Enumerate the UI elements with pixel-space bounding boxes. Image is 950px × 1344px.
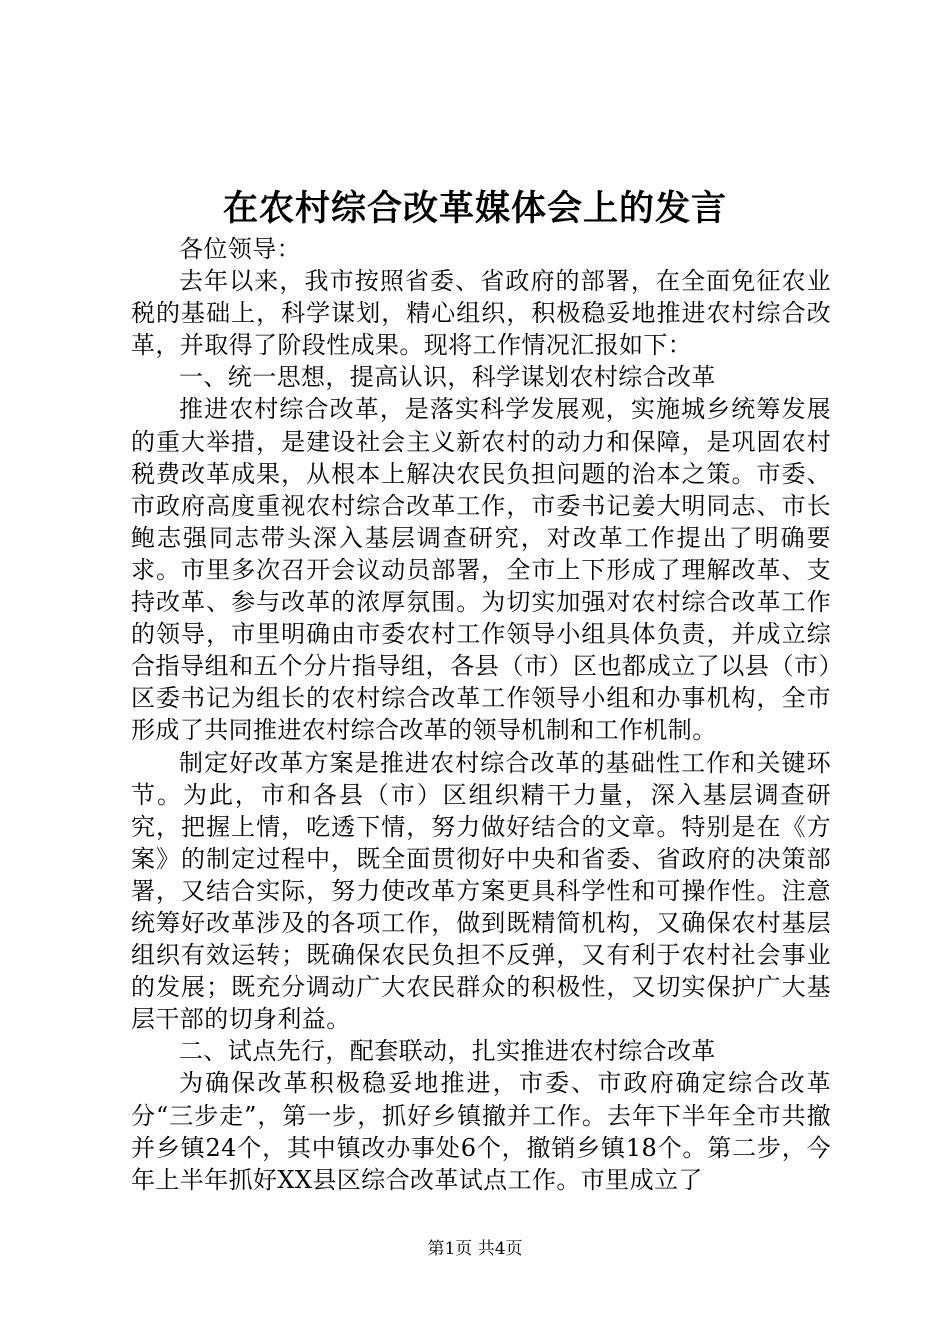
paragraph-section-2a: 为确保改革积极稳妥地推进，市委、市政府确定综合改革分“三步走”，第一步，抓好乡镇撤并工作。去年下半年全市共撤并乡镇24个，其中镇改办事处6个，撤销乡镇18个。第二步，今年上半年抓好XX县区综合改革试点工作。市里成立了 <box>131 1069 831 1194</box>
page-footer: 第1页 共4页 <box>427 1239 523 1259</box>
paragraph-intro: 去年以来，我市按照省委、省政府的部署，在全面免征农业税的基础上，科学谋划，精心组织，积极稳妥地推进农村综合改革，并取得了阶段性成果。现将工作情况汇报如下： <box>131 267 831 360</box>
paragraph-section-1a: 推进农村综合改革，是落实科学发展观，实施城乡统筹发展的重大举措，是建设社会主义新农村的动力和保障，是巩固农村税费改革成果，从根本上解决农民负担问题的治本之策。市委、市政府高度重视农村综合改革工作，市委书记姜大明同志、市长鲍志强同志带头深入基层调查研究，对改革工作提出了明确要求。市里多次召开会议动员部署，全市上下形成了理解改革、支持改革、参与改革的浓厚氛围。为切实加强对农村综合改革工作的领导，市里明确由市委农村工作领导小组具体负责，并成立综合指导组和五个分片指导组，各县（市）区也都成立了以县（市）区委书记为组长的农村综合改革工作领导小组和办事机构，全市形成了共同推进农村综合改革的领导机制和工作机制。 <box>131 395 831 745</box>
paragraph-section-1b: 制定好改革方案是推进农村综合改革的基础性工作和关键环节。为此，市和各县（市）区组织精干力量，深入基层调查研究，把握上情，吃透下情，努力做好结合的文章。特别是在《方案》的制定过程中，既全面贯彻好中央和省委、省政府的决策部署，又结合实际，努力使改革方案更具科学性和可操作性。注意统筹好改革涉及的各项工作，做到既精简机构，又确保农村基层组织有效运转；既确保农民负担不反弹，又有利于农村社会事业的发展；既充分调动广大农民群众的积极性，又切实保护广大基层干部的切身利益。 <box>131 748 831 1034</box>
document-title: 在农村综合改革媒体会上的发言 <box>222 188 727 229</box>
section-heading-1: 一、统一思想，提高认识，科学谋划农村综合改革 <box>179 363 716 392</box>
salutation: 各位领导： <box>179 235 301 263</box>
document-body <box>131 233 831 1196</box>
section-heading-2: 二、试点先行，配套联动，扎实推进农村综合改革 <box>179 1037 716 1066</box>
